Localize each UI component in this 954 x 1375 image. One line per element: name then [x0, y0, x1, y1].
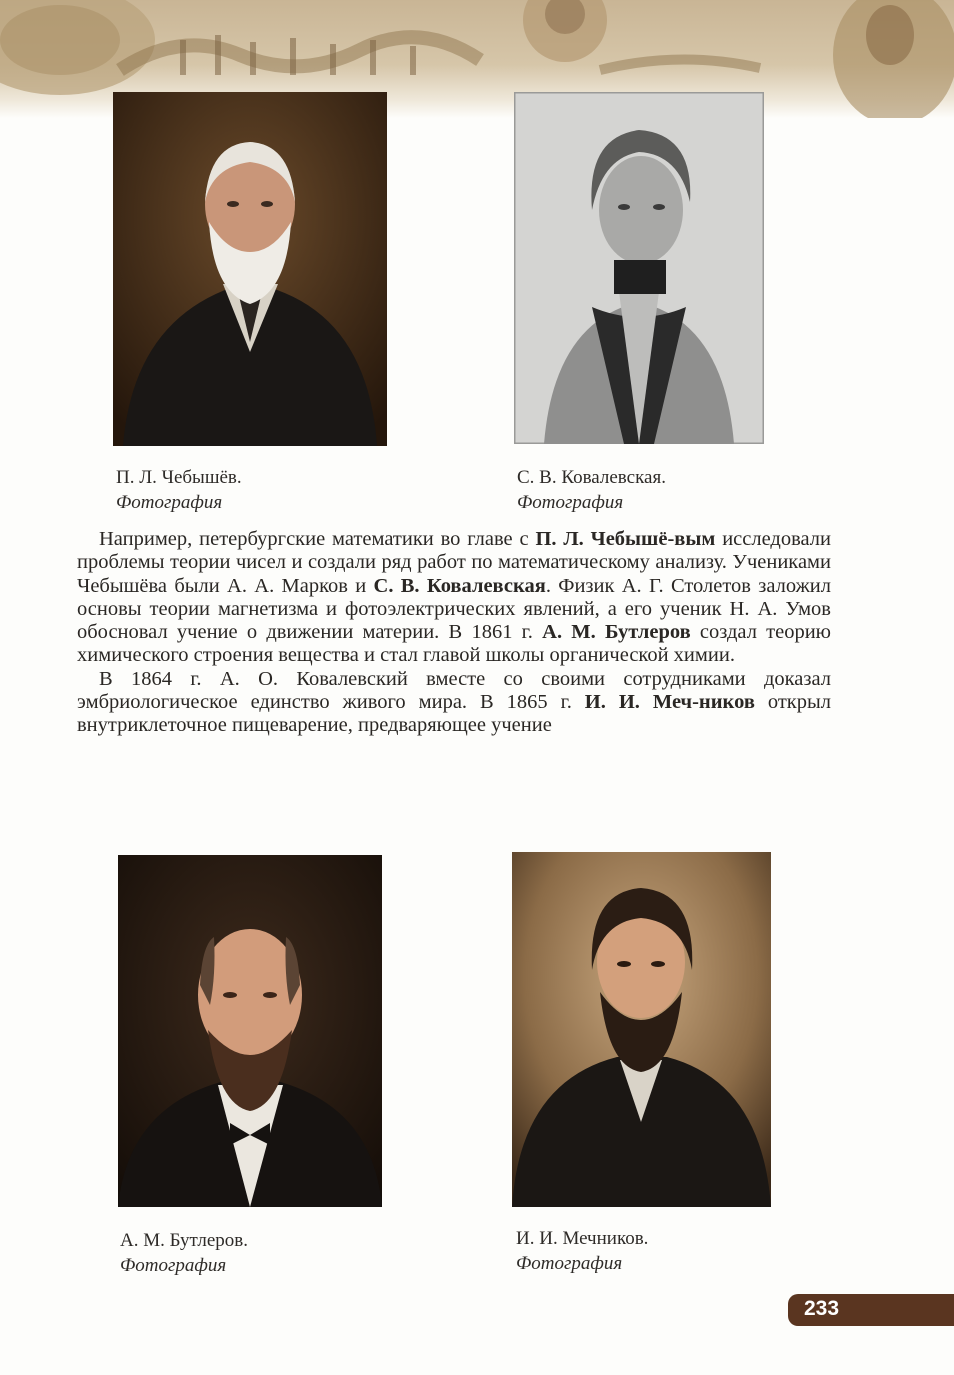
paragraph-2 — [77, 668, 831, 738]
p1-bold-butlerov: А. М. Бутлеров — [542, 621, 691, 644]
p1-bold-chebyshev: П. Л. Чебышё-вым — [535, 528, 716, 550]
caption-kovalevskaya-kind: Фотография — [517, 492, 624, 513]
caption-butlerov-kind: Фотография — [120, 1255, 227, 1276]
page-number-tab — [788, 1294, 954, 1326]
caption-butlerov — [120, 1228, 248, 1278]
portrait-kovalevskaya — [514, 92, 764, 444]
caption-kovalevskaya — [517, 465, 666, 515]
portrait-chebyshev — [113, 92, 387, 446]
p1-text-4: создал теорию химического строения вещества и стал главой школы органической химии. — [77, 621, 831, 667]
p1-text-2: исследовали проблемы теории чисел и создали ряд работ по математическому анализу. Учениками Чебышёва были А. А. Марков и — [77, 528, 832, 597]
portrait-chebyshev-image — [113, 92, 387, 446]
p1-bold-kovalevskaya: С. В. Ковалевская — [373, 574, 546, 597]
caption-kovalevskaya-name: С. В. Ковалевская. — [517, 467, 666, 488]
portrait-butlerov-image — [118, 855, 382, 1207]
caption-mechnikov-name: И. И. Мечников. — [516, 1228, 649, 1249]
portrait-kovalevskaya-image — [514, 92, 764, 444]
p1-text-1: Например, петербургские математики во главе с — [99, 528, 536, 550]
paragraph-1 — [77, 528, 831, 668]
portrait-mechnikov — [512, 852, 771, 1207]
caption-chebyshev-name: П. Л. Чебышёв. — [116, 467, 242, 488]
caption-mechnikov-kind: Фотография — [516, 1253, 623, 1274]
caption-butlerov-name: А. М. Бутлеров. — [120, 1230, 249, 1251]
page-number: 233 — [804, 1297, 840, 1320]
caption-chebyshev — [116, 465, 242, 515]
p1-text-3: . Физик А. Г. Столетов заложил основы теории магнетизма и фотоэлектрических явлений, а его ученик Н. А. Умов обосновал учение о движении материи. В 1861 г. — [77, 574, 831, 644]
body-text — [77, 528, 831, 738]
p2-text-1: В 1864 г. А. О. Ковалевский вместе со своими сотрудниками доказал эмбриологическое единство живого мира. В 1865 г. — [77, 667, 831, 714]
portrait-mechnikov-image — [512, 852, 771, 1207]
caption-mechnikov — [516, 1226, 648, 1276]
caption-chebyshev-kind: Фотография — [116, 492, 223, 513]
p2-bold-mechnikov: И. И. Меч-ников — [584, 691, 755, 714]
portrait-butlerov — [118, 855, 382, 1207]
p2-text-2: открыл внутриклеточное пищеварение, предваряющее учение — [77, 691, 832, 737]
